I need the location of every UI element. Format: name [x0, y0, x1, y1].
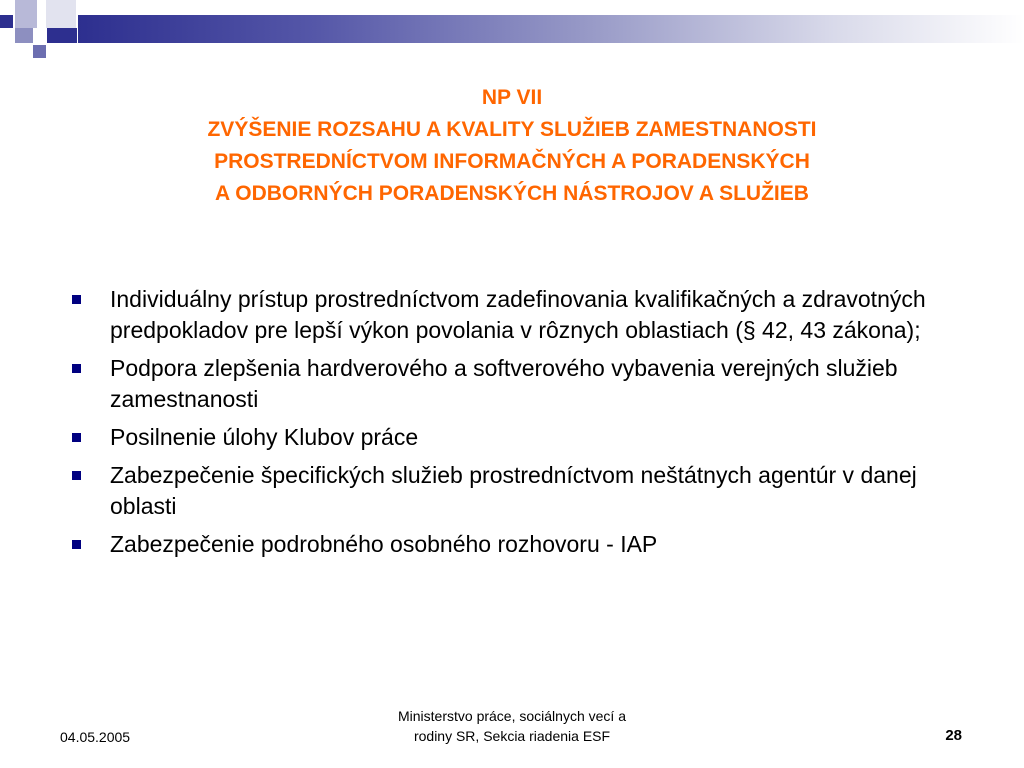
square-bullet-icon	[72, 540, 81, 549]
bullet-text: Zabezpečenie špecifických služieb prostredníctvom neštátnych agentúr v danej oblasti	[110, 462, 917, 519]
bullet-text: Podpora zlepšenia hardverového a softverového vybavenia verejných služieb zamestnanosti	[110, 355, 898, 412]
title-line: PROSTREDNÍCTVOM INFORMAČNÝCH A PORADENSKÝCH	[214, 150, 810, 173]
decor-square	[47, 28, 77, 43]
decor-square	[15, 28, 33, 43]
decor-square	[0, 15, 13, 28]
list-item	[72, 284, 952, 346]
slide-title	[60, 82, 964, 210]
decor-square	[46, 0, 76, 28]
bullet-text: Individuálny prístup prostredníctvom zadefinovania kvalifikačných a zdravotných predpokladov pre lepší výkon povolania v rôznych oblastiach (§ 42, 43 zákona);	[110, 286, 926, 343]
bullet-list	[72, 284, 952, 567]
bullet-text: Zabezpečenie podrobného osobného rozhovoru - IAP	[110, 531, 658, 557]
square-bullet-icon	[72, 364, 81, 373]
square-bullet-icon	[72, 471, 81, 480]
list-item	[72, 460, 952, 522]
decor-square	[33, 45, 46, 58]
square-bullet-icon	[72, 295, 81, 304]
footer-org-line: rodiny SR, Sekcia riadenia ESF	[413, 728, 611, 744]
footer-organization	[362, 706, 662, 746]
bullet-text: Posilnenie úlohy Klubov práce	[110, 424, 419, 450]
decor-square	[15, 0, 37, 28]
square-bullet-icon	[72, 433, 81, 442]
list-item	[72, 529, 952, 560]
header-gradient-bar	[78, 15, 1024, 43]
title-line: ZVÝŠENIE ROZSAHU A KVALITY SLUŽIEB ZAMESTNANOSTI	[207, 118, 817, 141]
title-line: NP VII	[481, 86, 543, 109]
page-number: 28	[945, 727, 962, 744]
list-item	[72, 353, 952, 415]
list-item	[72, 422, 952, 453]
footer-date: 04.05.2005	[60, 729, 131, 745]
title-line: A ODBORNÝCH PORADENSKÝCH NÁSTROJOV A SLUŽIEB	[215, 182, 809, 205]
footer-org-line: Ministerstvo práce, sociálnych vecí a	[398, 708, 626, 724]
